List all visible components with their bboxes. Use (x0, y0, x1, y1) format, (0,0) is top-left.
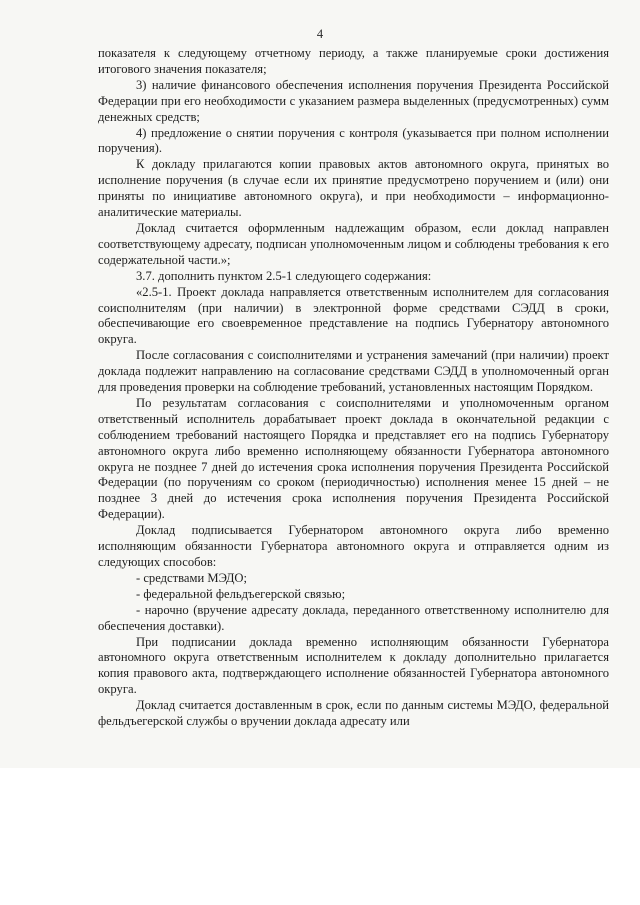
paragraph: По результатам согласования с соисполнителями и уполномоченным органом ответственный исполнитель дорабатывает проект доклада в окончательной редакции с соблюдением требований настоящего Порядка и представляет его на подпись Губернатору автономного округа либо временно исполняющему обязанности Губернатора автономного округа не позднее 7 дней до истечения срока исполнения поручения Президента Российской Федерации (по поручениям со сроком (периодичностью) исполнения менее 15 дней – не позднее 3 дней до истечения срока исполнения поручения Президента Российской Федерации). (98, 395, 609, 522)
paragraph: «2.5-1. Проект доклада направляется ответственным исполнителем для согласования соисполнителям (при наличии) в электронной форме средствами СЭДД в сроки, обеспечивающие его своевременное представление на подпись Губернатору автономного округа. (98, 284, 609, 347)
list-item: - средствами МЭДО; (136, 570, 248, 585)
page-number: 4 (316, 27, 324, 41)
paragraph: После согласования с соисполнителями и устранения замечаний (при наличии) проект доклада подлежит направлению на согласование средствами СЭДД в уполномоченный орган для проведения проверки на соблюдение требований, установленных настоящим Порядком. (98, 348, 609, 395)
paragraph: При подписании доклада временно исполняющим обязанности Губернатора автономного округа ответственным исполнителем к докладу дополнительно прилагается копия правового акта, подтверждающего исполнение обязанностей Губернатора автономного округа. (98, 634, 609, 697)
list-item: - федеральной фельдъегерской связью; (136, 586, 346, 601)
paragraph: 4) предложение о снятии поручения с контроля (указывается при полном исполнении поручения). (98, 125, 609, 156)
paragraph: показателя к следующему отчетному периоду, а также планируемые сроки достижения итогового значения показателя; (98, 46, 609, 76)
paragraph: Доклад подписывается Губернатором автономного округа либо временно исполняющим обязанности Губернатора автономного округа и отправляется одним из следующих способов: (98, 523, 609, 569)
paragraph: 3.7. дополнить пунктом 2.5-1 следующего содержания: (136, 268, 432, 283)
paragraph: Доклад считается оформленным надлежащим образом, если доклад направлен соответствующему адресату, подписан уполномоченным лицом и соблюдены требования к его содержательной части.»; (98, 220, 609, 267)
paragraph: К докладу прилагаются копии правовых актов автономного округа, принятых во исполнение поручения (в случае если их принятие предусмотрено поручением и (или) они приняты по инициативе автономного округа), и при необходимости – информационно-аналитические материалы. (98, 157, 609, 220)
document-body (98, 46, 609, 730)
blank-area (0, 768, 640, 905)
paragraph: 3) наличие финансового обеспечения исполнения поручения Президента Российской Федерации при его необходимости с указанием размера выделенных (предусмотренных) сумм денежных средств; (98, 77, 609, 124)
paragraph: Доклад считается доставленным в срок, если по данным системы МЭДО, федеральной фельдъегерской службы о вручении доклада адресату или (98, 698, 609, 729)
list-item: - нарочно (вручение адресату доклада, переданного ответственному исполнителю для обеспечения доставки). (98, 602, 609, 633)
